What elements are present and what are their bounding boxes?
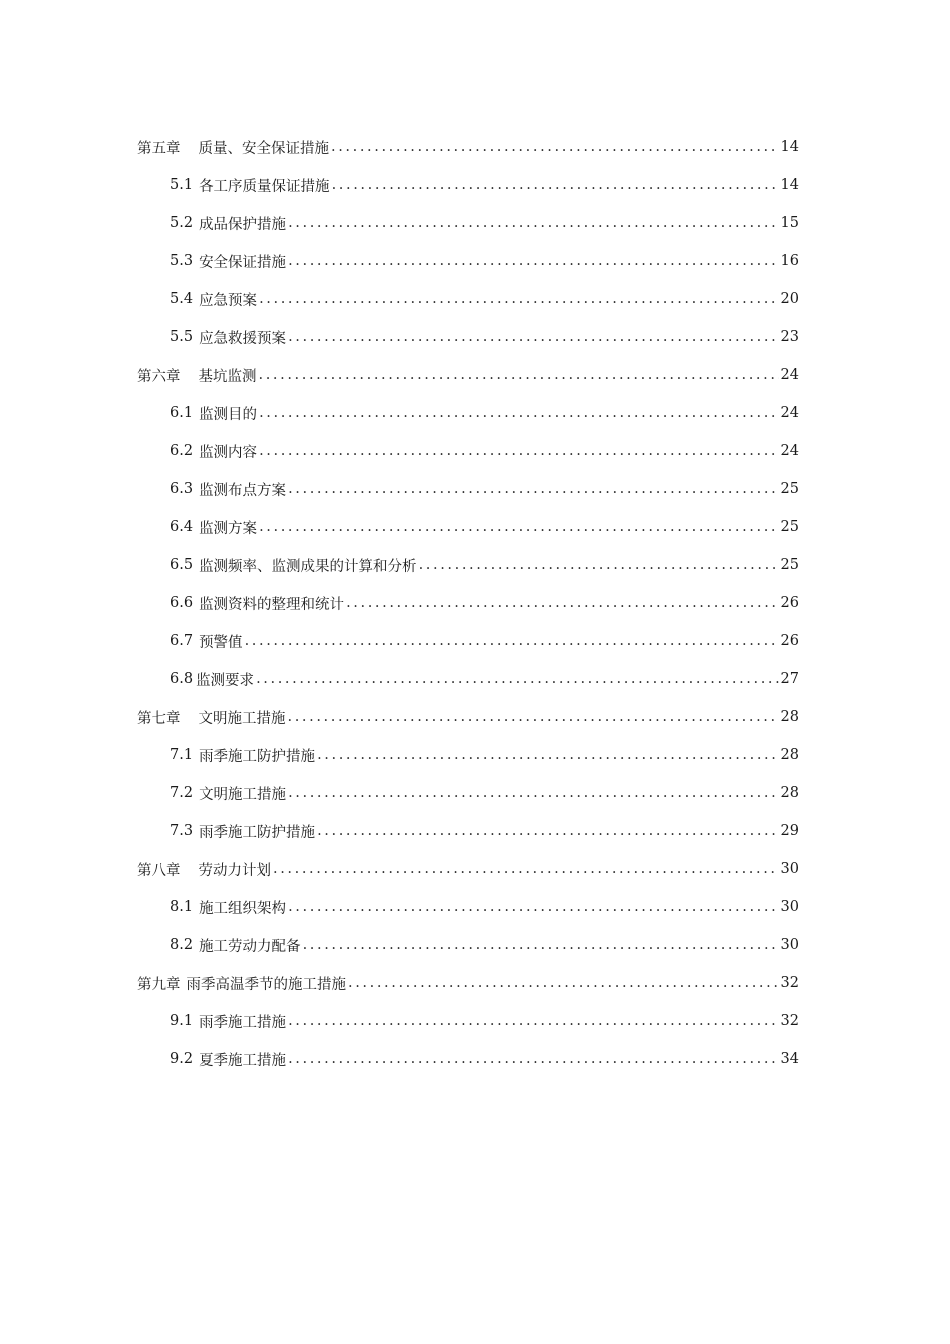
toc-entry-8-1[interactable] — [0, 888, 950, 926]
toc-entry-7-2[interactable] — [0, 774, 950, 812]
toc-entry-number: 第六章 — [137, 368, 181, 385]
toc-entry-title: 安全保证措施 — [199, 254, 287, 271]
toc-entry-number: 第七章 — [137, 710, 181, 727]
toc-entry-page: 25 — [780, 557, 799, 573]
toc-entry-chapter-6[interactable] — [0, 356, 950, 394]
toc-entry-6-4[interactable] — [0, 508, 950, 546]
toc-entry-6-6[interactable] — [0, 584, 950, 622]
toc-entry-title: 监测目的 — [199, 406, 258, 423]
toc-entry-number: 6.3 — [170, 481, 194, 497]
toc-entry-number: 8.2 — [170, 937, 194, 953]
toc-entry-title: 施工组织架构 — [199, 900, 287, 917]
toc-entry-number: 7.1 — [170, 747, 194, 763]
toc-entry-number: 第八章 — [137, 862, 181, 879]
toc-entry-title: 夏季施工措施 — [199, 1052, 287, 1069]
toc-entry-6-7[interactable] — [0, 622, 950, 660]
toc-dot-leader — [288, 785, 778, 801]
toc-dot-leader — [331, 139, 779, 155]
toc-entry-number: 6.8 — [170, 671, 194, 687]
toc-entry-page: 30 — [780, 899, 799, 915]
toc-dot-leader — [288, 329, 778, 345]
toc-entry-title: 雨季高温季节的施工措施 — [186, 976, 346, 993]
toc-entry-number: 6.2 — [170, 443, 194, 459]
toc-dot-leader — [317, 747, 778, 763]
toc-entry-page: 34 — [780, 1051, 799, 1067]
toc-dot-leader — [317, 823, 778, 839]
toc-entry-page: 24 — [780, 443, 799, 459]
toc-entry-title: 监测内容 — [199, 444, 258, 461]
toc-entry-title: 应急救援预案 — [199, 330, 287, 347]
toc-entry-5-5[interactable] — [0, 318, 950, 356]
toc-entry-title: 监测频率、监测成果的计算和分析 — [199, 558, 417, 575]
toc-dot-leader — [288, 1051, 778, 1067]
toc-entry-number: 6.4 — [170, 519, 194, 535]
toc-entry-page: 23 — [780, 329, 799, 345]
toc-entry-number: 6.7 — [170, 633, 194, 649]
toc-entry-page: 25 — [780, 519, 799, 535]
toc-entry-chapter-9[interactable] — [0, 964, 950, 1002]
toc-dot-leader — [288, 253, 778, 269]
toc-entry-page: 30 — [780, 861, 799, 877]
toc-entry-page: 14 — [780, 139, 799, 155]
toc-entry-page: 24 — [780, 405, 799, 421]
toc-entry-chapter-7[interactable] — [0, 698, 950, 736]
toc-entry-number: 5.4 — [170, 291, 194, 307]
toc-dot-leader — [259, 443, 778, 459]
toc-dot-leader — [259, 405, 778, 421]
toc-entry-page: 20 — [780, 291, 799, 307]
toc-entry-title: 雨季施工防护措施 — [199, 748, 316, 765]
toc-entry-number: 5.1 — [170, 177, 194, 193]
toc-entry-5-1[interactable] — [0, 166, 950, 204]
toc-entry-title: 雨季施工防护措施 — [199, 824, 316, 841]
toc-entry-page: 15 — [780, 215, 799, 231]
toc-dot-leader — [245, 633, 779, 649]
toc-entry-page: 28 — [780, 785, 799, 801]
toc-entry-title: 质量、安全保证措施 — [198, 140, 329, 157]
toc-dot-leader — [256, 671, 778, 687]
toc-entry-5-2[interactable] — [0, 204, 950, 242]
toc-dot-leader — [419, 557, 779, 573]
toc-entry-6-3[interactable] — [0, 470, 950, 508]
toc-entry-6-8[interactable] — [0, 660, 950, 698]
toc-entry-number: 9.2 — [170, 1051, 194, 1067]
toc-dot-leader — [259, 519, 778, 535]
toc-entry-page: 24 — [780, 367, 799, 383]
toc-entry-title: 文明施工措施 — [199, 786, 287, 803]
toc-dot-leader — [288, 709, 779, 725]
toc-entry-page: 26 — [780, 595, 799, 611]
toc-entry-page: 25 — [780, 481, 799, 497]
toc-entry-number: 5.2 — [170, 215, 194, 231]
toc-entry-title: 监测资料的整理和统计 — [199, 596, 345, 613]
toc-entry-9-1[interactable] — [0, 1002, 950, 1040]
toc-dot-leader — [288, 1013, 778, 1029]
toc-dot-leader — [348, 975, 779, 991]
toc-entry-number: 6.1 — [170, 405, 194, 421]
toc-entry-page: 26 — [780, 633, 799, 649]
toc-entry-title: 基坑监测 — [198, 368, 257, 385]
toc-dot-leader — [288, 215, 778, 231]
toc-entry-number: 6.5 — [170, 557, 194, 573]
toc-entry-page: 30 — [780, 937, 799, 953]
toc-entry-number: 第九章 — [137, 976, 181, 993]
toc-entry-number: 7.2 — [170, 785, 194, 801]
toc-entry-number: 5.5 — [170, 329, 194, 345]
toc-entry-number: 5.3 — [170, 253, 194, 269]
toc-entry-page: 29 — [780, 823, 799, 839]
toc-entry-chapter-5[interactable] — [0, 128, 950, 166]
toc-dot-leader — [259, 367, 779, 383]
toc-entry-6-5[interactable] — [0, 546, 950, 584]
toc-dot-leader — [288, 899, 778, 915]
toc-entry-page: 32 — [780, 1013, 799, 1029]
toc-dot-leader — [303, 937, 779, 953]
toc-entry-page: 16 — [780, 253, 799, 269]
toc-entry-page: 32 — [780, 975, 799, 991]
toc-entry-9-2[interactable] — [0, 1040, 950, 1078]
toc-entry-title: 成品保护措施 — [199, 216, 287, 233]
toc-entry-7-3[interactable] — [0, 812, 950, 850]
toc-entry-title: 施工劳动力配备 — [199, 938, 301, 955]
toc-entry-title: 监测方案 — [199, 520, 258, 537]
toc-entry-page: 27 — [780, 671, 799, 687]
toc-dot-leader — [288, 481, 778, 497]
toc-entry-title: 监测布点方案 — [199, 482, 287, 499]
toc-entry-page: 14 — [780, 177, 799, 193]
toc-dot-leader — [332, 177, 779, 193]
toc-entry-number: 6.6 — [170, 595, 194, 611]
toc-entry-number: 第五章 — [137, 140, 181, 157]
toc-entry-number: 9.1 — [170, 1013, 194, 1029]
toc-dot-leader — [273, 861, 779, 877]
toc-entry-title: 文明施工措施 — [198, 710, 286, 727]
toc-dot-leader — [346, 595, 778, 611]
toc-entry-number: 7.3 — [170, 823, 194, 839]
toc-entry-title: 监测要求 — [196, 672, 255, 689]
toc-entry-title: 劳动力计划 — [198, 862, 271, 879]
toc-entry-number: 8.1 — [170, 899, 194, 915]
toc-entry-5-3[interactable] — [0, 242, 950, 280]
toc-entry-title: 雨季施工措施 — [199, 1014, 287, 1031]
toc-dot-leader — [259, 291, 778, 307]
toc-entry-chapter-8[interactable] — [0, 850, 950, 888]
toc-entry-6-1[interactable] — [0, 394, 950, 432]
toc-entry-title: 各工序质量保证措施 — [199, 178, 330, 195]
toc-entry-8-2[interactable] — [0, 926, 950, 964]
toc-entry-page: 28 — [780, 709, 799, 725]
toc-entry-6-2[interactable] — [0, 432, 950, 470]
table-of-contents — [0, 128, 950, 1078]
toc-entry-title: 预警值 — [199, 634, 243, 651]
toc-entry-page: 28 — [780, 747, 799, 763]
toc-entry-5-4[interactable] — [0, 280, 950, 318]
toc-entry-7-1[interactable] — [0, 736, 950, 774]
toc-entry-title: 应急预案 — [199, 292, 258, 309]
